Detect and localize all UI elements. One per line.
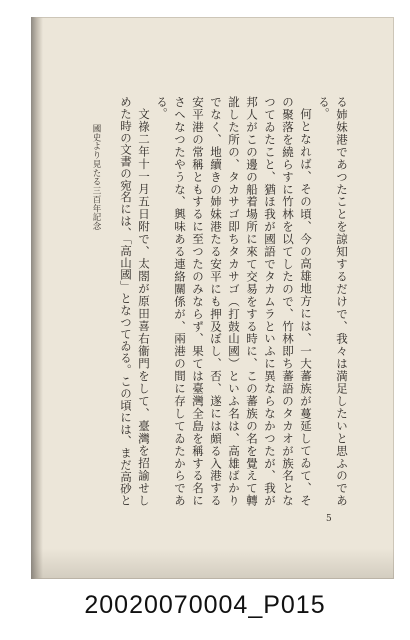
- text-column-6: 邦人がこの邊の船着場所に來て交易をする時に、この蕃族の名を覺えて轉: [245, 96, 259, 506]
- text-column-4: の聚落を繞らすに竹林を以てしたので、竹林即ち蕃語のタカオが族名とな: [281, 96, 295, 506]
- text-column-13: めた時の文書の宛名には、「高山國」となつてゐる。この頃には、まだ高砂と: [119, 96, 133, 506]
- text-column-3: 何となれば、その頃、今の高雄地方には、一大蕃族が蔓延してゐて、そ: [299, 108, 313, 506]
- text-column-5: つてゐたこと、猶ほ我が國語でタカムラといふに異ならなかつたが、我が: [263, 96, 277, 506]
- text-column-11: る。: [155, 96, 169, 119]
- text-column-8: でなく、地續きの姉妹港たる安平にも押及ぼし、否、遂には頗る入港する: [209, 96, 223, 506]
- text-column-2: る。: [317, 96, 331, 119]
- text-column-12: 文祿二年十一月五日附で、太閤が原田喜右衞門をして、臺灣を招諭せし: [137, 108, 151, 506]
- page-number: 5: [326, 514, 332, 524]
- page-bottom-edge: [31, 548, 394, 579]
- text-column-10: さへなつたやうな、興味ある連絡關係が、兩港の間に存してゐたからであ: [173, 96, 187, 506]
- file-caption: 20020070004_P015: [84, 591, 326, 619]
- text-column-7: 訛した所の、タカサゴ即ちタカサゴ（打鼓山國）といふ名は、高雄ばかり: [227, 96, 241, 506]
- running-title: 國史より見たる三百年記念: [91, 124, 101, 230]
- binding-shadow: [31, 17, 43, 579]
- text-column-1: る姉妹港であつたことを諒知するだけで、我々は満足したいと思ふのであ: [335, 96, 349, 506]
- text-column-9: 安平港の常稱ともするに至つたのみならず、果ては臺灣全島を稱する名に: [191, 96, 205, 506]
